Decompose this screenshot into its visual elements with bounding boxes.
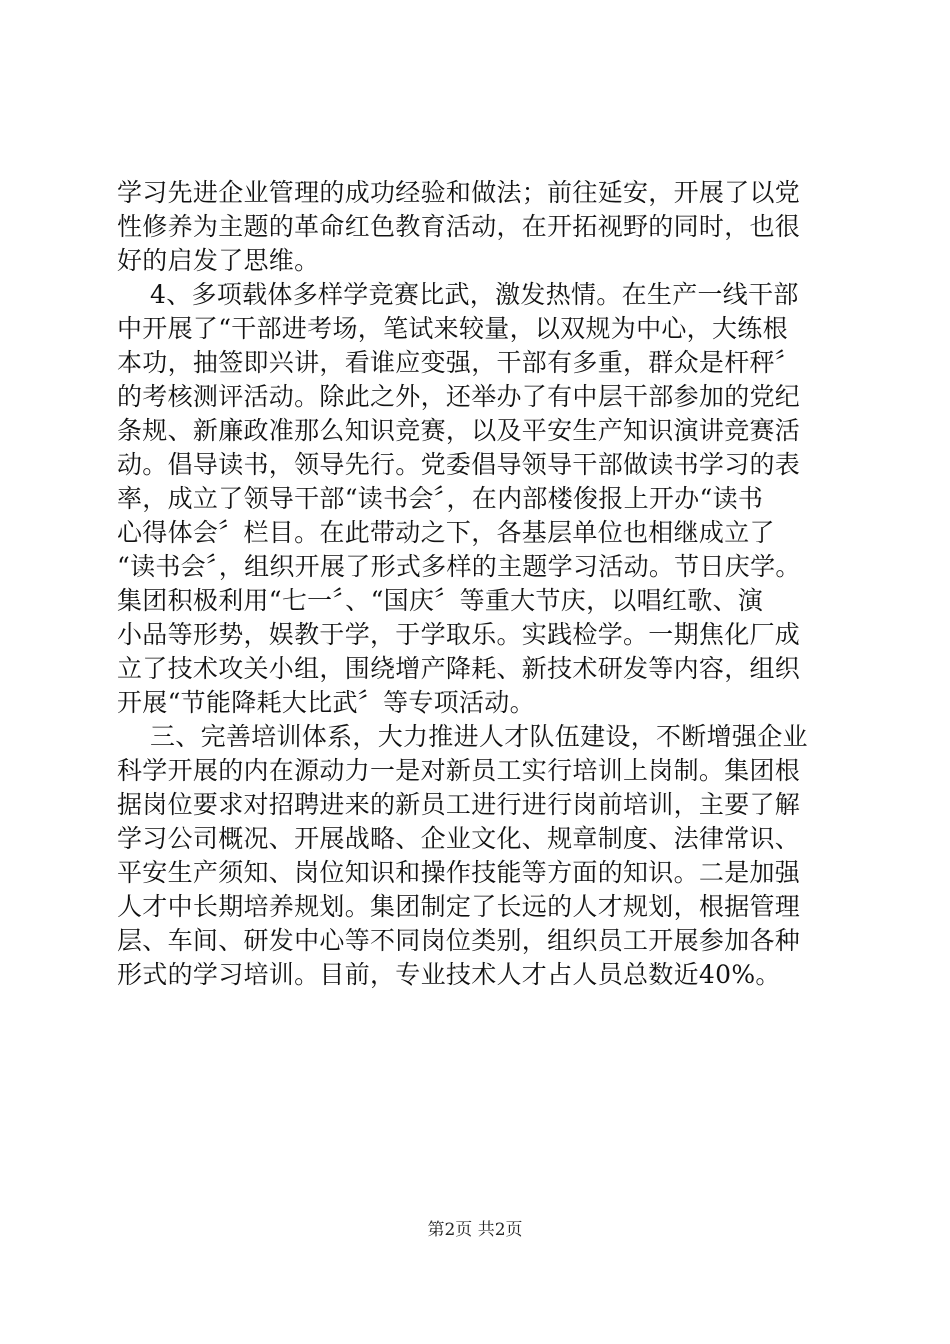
- text-line: 三、完善培训体系，大力推进人才队伍建设，不断增强企业: [117, 722, 808, 751]
- text-line: 层、车间、研发中心等不同岗位类别，组织员工开展参加各种: [117, 926, 801, 955]
- text-line: “读书会〞，组织开展了形式多样的主题学习活动。节日庆学。: [117, 552, 801, 581]
- text-line: 小品等形势，娱教于学，于学取乐。实践检学。一期焦化厂成: [117, 620, 801, 649]
- text-line: 中开展了“干部进考场，笔试来较量，以双规为中心，大练根: [117, 314, 788, 343]
- text-line: 的考核测评活动。除此之外，还举办了有中层干部参加的党纪: [117, 382, 801, 411]
- text-line: 率，成立了领导干部“读书会〞，在内部楼俊报上开办“读书: [117, 484, 764, 513]
- text-line: 4、多项载体多样学竞赛比武，激发热情。在生产一线干部: [117, 280, 799, 309]
- text-line: 好的启发了思维。: [117, 246, 320, 275]
- text-line: 开展“节能降耗大比武〞等专项活动。: [117, 688, 535, 717]
- text-line: 科学开展的内在源动力一是对新员工实行培训上岗制。集团根: [117, 756, 801, 785]
- text-line: 条规、新廉政准那么知识竞赛，以及平安生产知识演讲竞赛活: [117, 416, 801, 445]
- text-line: 平安生产须知、岗位知识和操作技能等方面的知识。二是加强: [117, 858, 801, 887]
- page-number-footer: 第2页 共2页: [427, 1220, 523, 1240]
- document-body: [117, 176, 847, 992]
- text-line: 动。倡导读书，领导先行。党委倡导领导干部做读书学习的表: [117, 450, 801, 479]
- text-line: 学习先进企业管理的成功经验和做法；前往延安，开展了以党: [117, 178, 801, 207]
- text-line: 性修养为主题的革命红色教育活动，在开拓视野的同时，也很: [117, 212, 801, 241]
- text-line: 据岗位要求对招聘进来的新员工进行进行岗前培训，主要了解: [117, 790, 801, 819]
- text-line: 学习公司概况、开展战略、企业文化、规章制度、法律常识、: [117, 824, 801, 853]
- text-line: 形式的学习培训。目前，专业技术人才占人员总数近40%。: [117, 960, 781, 989]
- text-line: 心得体会〞栏目。在此带动之下，各基层单位也相继成立了: [117, 518, 775, 547]
- text-line: 人才中长期培养规划。集团制定了长远的人才规划，根据管理: [117, 892, 801, 921]
- text-line: 集团积极利用“七一〞、“国庆〞等重大节庆，以唱红歌、演: [117, 586, 764, 615]
- text-line: 立了技术攻关小组，围绕增产降耗、新技术研发等内容，组织: [117, 654, 801, 683]
- text-line: 本功，抽签即兴讲，看谁应变强，干部有多重，群众是杆秤〞: [117, 348, 801, 377]
